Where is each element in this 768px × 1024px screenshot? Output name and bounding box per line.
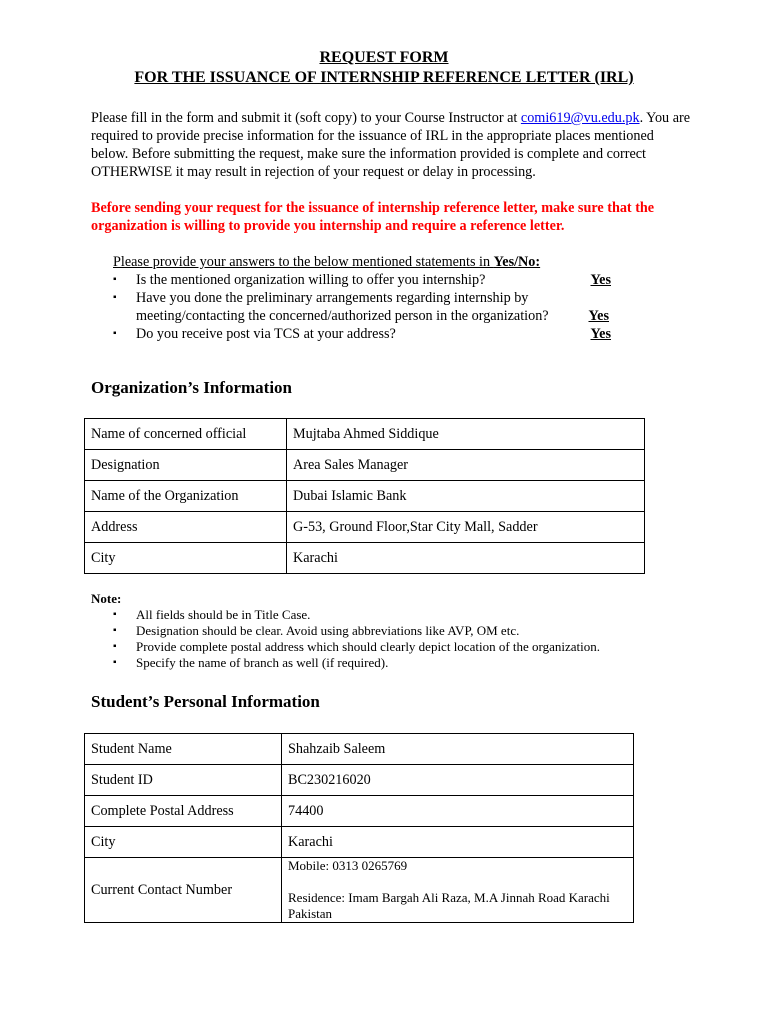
note-item [91,655,600,671]
residence-address: Residence: Imam Bargah Ali Raza, M.A Jinnah Road Karachi Pakistan [288,890,610,921]
table-row [85,765,634,796]
field-label: Name of the Organization [85,481,287,512]
table-row [85,734,634,765]
note-title: Note: [91,591,122,606]
table-row [85,512,645,543]
question-item [113,271,613,289]
question-text: Have you done the preliminary arrangements regarding internship by meeting/contacting the concerned/authorized person in the organization? [136,290,549,324]
note-item [91,623,600,639]
question-text: Is the mentioned organization willing to offer you internship? [136,272,486,288]
form-subtitle: FOR THE ISSUANCE OF INTERNSHIP REFERENCE LETTER (IRL) [134,69,634,86]
table-row [85,419,645,450]
field-value: Karachi [287,543,645,574]
note-item [91,639,600,655]
spacer [288,874,633,890]
field-label: Current Contact Number [85,858,282,923]
question-item [113,289,613,325]
intro-text-end: . You are required to provide precise information for the issuance of IRL in the appropriate places mentioned below. Before submitting the request, make sure the information provided is complete and correct OTHERWISE it may result in rejection of your request or delay in processing. [91,110,691,180]
question-text: Do you receive post via TCS at your address? [136,326,396,342]
bullet-icon: ▪ [113,292,117,303]
table-row [85,481,645,512]
field-label: Complete Postal Address [85,796,282,827]
student-table [84,733,634,923]
table-row [85,543,645,574]
question-answer: Yes [588,308,609,324]
bullet-icon: ▪ [113,274,117,285]
field-value: Area Sales Manager [287,450,645,481]
organization-table [84,418,645,574]
note-text: Designation should be clear. Avoid using abbreviations like AVP, OM etc. [136,623,520,638]
bullet-icon: ▪ [113,641,117,652]
field-value: Shahzaib Saleem [282,734,634,765]
field-value: G-53, Ground Floor,Star City Mall, Sadder [287,512,645,543]
field-value: 74400 [282,796,634,827]
field-label: City [85,543,287,574]
table-row [85,450,645,481]
field-value: Dubai Islamic Bank [287,481,645,512]
field-value: Karachi [282,827,634,858]
bullet-icon: ▪ [113,609,117,620]
bullet-icon: ▪ [113,328,117,339]
field-label: Student ID [85,765,282,796]
mobile-number: Mobile: 0313 0265769 [288,858,408,873]
question-answer: Yes [590,272,611,288]
note-text: Provide complete postal address which should clearly depict location of the organization. [136,639,601,654]
field-label: Student Name [85,734,282,765]
warning-paragraph: Before sending your request for the issuance of internship reference letter, make sure that the organization is willing to provide you internship and require a reference letter. [91,200,655,234]
field-label: City [85,827,282,858]
bullet-icon: ▪ [113,657,117,668]
note-block [91,591,600,671]
table-row [85,827,634,858]
questions-heading-bold: Yes/No: [493,254,541,270]
organization-heading: Organization’s Information [91,378,293,397]
instructor-email-link[interactable]: comi619@vu.edu.pk [520,110,640,126]
field-value: BC230216020 [282,765,634,796]
table-row [85,796,634,827]
field-value: Mujtaba Ahmed Siddique [287,419,645,450]
note-text: Specify the name of branch as well (if required). [136,655,389,670]
table-row [85,858,634,923]
bullet-icon: ▪ [113,625,117,636]
questions-heading-text: Please provide your answers to the below mentioned statements in [113,254,494,270]
field-label: Designation [85,450,287,481]
intro-paragraph [91,109,691,181]
note-item [91,607,600,623]
note-list [91,607,600,671]
student-heading: Student’s Personal Information [91,692,320,711]
form-title: REQUEST FORM [319,49,449,66]
question-answer: Yes [590,326,611,342]
contact-value [282,858,634,923]
questions-list [113,271,613,343]
field-label: Address [85,512,287,543]
note-text: All fields should be in Title Case. [136,607,311,622]
field-label: Name of concerned official [85,419,287,450]
question-item [113,325,613,343]
questions-heading [113,253,540,271]
intro-text-start: Please fill in the form and submit it (soft copy) to your Course Instructor at [91,110,521,126]
